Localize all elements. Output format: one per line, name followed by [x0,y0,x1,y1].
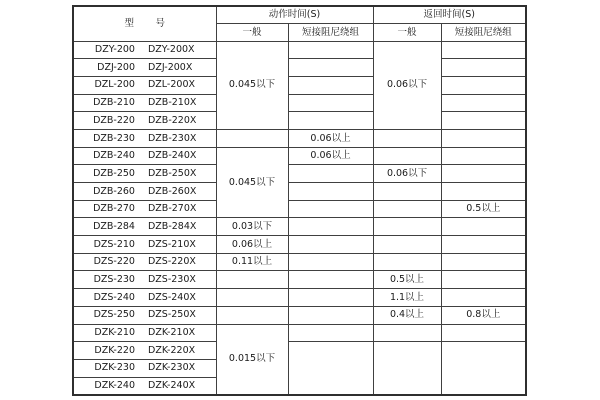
model-cell [73,183,216,201]
subcol-header-action-general: 一般 [216,24,288,42]
table-row [73,253,526,271]
value-cell [373,253,441,271]
value-cell [288,306,373,324]
model-name: DZJ-200X [148,61,193,73]
model-names [74,98,216,108]
model-cell [73,324,216,342]
value-cell [441,147,526,165]
table-row [73,59,526,77]
value-cell [441,218,526,236]
model-cell [73,271,216,289]
value-cell [216,271,288,289]
value-cell [373,218,441,236]
value-cell: 0.8以上 [441,306,526,324]
model-cell [73,94,216,112]
model-name: DZY-200X [147,44,195,56]
value-cell [288,236,373,254]
model-name: DZK-210X [148,327,196,339]
model-cell [73,306,216,324]
model-name: DZS-230X [147,274,196,286]
subcol-header-return-damping: 短接阻尼绕组 [441,24,526,42]
model-name: DZL-200X [147,79,196,91]
model-name: DZJ-200 [97,61,135,73]
model-name: DZK-220X [148,344,196,356]
value-cell [288,271,373,289]
value-cell [441,112,526,130]
value-cell [441,324,526,342]
model-name: DZB-240X [147,150,197,162]
table-row [73,324,526,342]
subcol-header-action-damping: 短接阻尼绕组 [288,24,373,42]
model-names [74,346,216,356]
table-row [73,289,526,307]
value-cell [441,183,526,201]
table-row [73,129,526,147]
model-name: DZK-230X [148,362,196,374]
model-names [74,63,216,73]
table-row [73,94,526,112]
model-names [74,240,216,250]
model-names [74,169,216,179]
value-cell: 0.015以下 [216,324,288,395]
value-cell: 0.045以下 [216,41,288,129]
relay-spec-table [72,5,527,396]
model-cell [73,359,216,377]
value-cell [216,289,288,307]
value-cell: 0.5以上 [373,271,441,289]
model-name: DZL-200 [94,79,135,91]
model-names [74,204,216,214]
model-cell [73,253,216,271]
model-cell [73,41,216,59]
value-cell [288,324,373,342]
value-cell [288,342,373,395]
model-name: DZS-250 [93,309,135,321]
value-cell [441,271,526,289]
model-name: DZS-230 [93,274,135,286]
table-row [73,306,526,324]
model-names [74,275,216,285]
model-names [74,328,216,338]
table-row [73,236,526,254]
model-name: DZB-250X [147,167,197,179]
value-cell [288,200,373,218]
table-row [73,218,526,236]
model-name: DZB-284 [93,220,135,232]
value-cell [373,147,441,165]
model-name: DZK-240X [148,379,196,391]
value-cell: 0.11以上 [216,253,288,271]
column-header-return-time: 返回时间(S) [373,6,526,24]
table-row [73,342,526,360]
model-names [74,310,216,320]
value-cell [288,76,373,94]
value-cell [441,289,526,307]
model-names [74,187,216,197]
model-names [74,80,216,90]
value-cell [441,236,526,254]
model-names [74,45,216,55]
model-names [74,381,216,391]
value-cell [288,218,373,236]
value-cell [373,183,441,201]
model-name: DZB-270 [93,203,135,215]
value-cell: 0.045以下 [216,147,288,218]
value-cell [441,59,526,77]
value-cell [373,236,441,254]
value-cell: 0.06以上 [216,236,288,254]
value-cell [288,59,373,77]
model-names [74,293,216,303]
table-header [73,6,526,41]
model-name: DZS-250X [147,309,196,321]
model-cell [73,129,216,147]
column-header-action-time: 动作时间(S) [216,6,373,24]
model-name: DZK-210 [94,327,135,339]
model-name: DZB-284X [147,220,197,232]
model-cell [73,147,216,165]
value-cell [288,94,373,112]
model-name: DZB-230 [93,132,135,144]
table-row [73,183,526,201]
model-name: DZS-240 [93,291,135,303]
value-cell [441,129,526,147]
value-cell [373,200,441,218]
model-name: DZS-210X [147,238,196,250]
table-row [73,165,526,183]
model-name: DZB-260X [147,185,197,197]
model-name: DZB-210X [147,97,197,109]
value-cell: 0.06以下 [373,165,441,183]
table-row [73,76,526,94]
model-cell [73,200,216,218]
value-cell [441,41,526,59]
model-name: DZK-240 [94,379,135,391]
value-cell: 1.1以上 [373,289,441,307]
value-cell [288,165,373,183]
model-name: DZB-250 [93,167,135,179]
model-name: DZS-220X [147,256,196,268]
spec-table-container [72,5,525,396]
model-name: DZY-200 [94,44,135,56]
model-cell [73,165,216,183]
model-names [74,116,216,126]
value-cell [373,129,441,147]
model-cell [73,289,216,307]
table-row [73,41,526,59]
value-cell: 0.5以上 [441,200,526,218]
table-body [73,41,526,395]
model-name: DZK-230 [94,362,135,374]
model-cell [73,76,216,94]
value-cell [373,342,441,395]
model-name: DZB-220X [147,114,197,126]
value-cell [216,306,288,324]
model-name: DZB-260 [93,185,135,197]
value-cell [441,342,526,395]
table-row [73,271,526,289]
value-cell [441,76,526,94]
subcol-header-return-general: 一般 [373,24,441,42]
model-names [74,151,216,161]
model-cell [73,59,216,77]
value-cell: 0.4以上 [373,306,441,324]
model-names [74,134,216,144]
value-cell [288,253,373,271]
value-cell: 0.03以下 [216,218,288,236]
value-cell [288,112,373,130]
model-name: DZB-270X [147,203,197,215]
model-name: DZB-240 [93,150,135,162]
model-cell [73,112,216,130]
model-cell [73,377,216,395]
model-name: DZS-240X [147,291,196,303]
value-cell [441,253,526,271]
model-name: DZB-220 [93,114,135,126]
model-cell [73,236,216,254]
model-name: DZB-210 [93,97,135,109]
model-name: DZS-220 [93,256,135,268]
value-cell [441,94,526,112]
model-cell [73,342,216,360]
model-names [74,222,216,232]
value-cell [288,41,373,59]
value-cell: 0.06以上 [288,129,373,147]
table-row [73,112,526,130]
column-header-model: 型 号 [73,6,216,41]
table-row [73,200,526,218]
model-name: DZS-210 [93,238,135,250]
model-names [74,363,216,373]
value-cell [288,289,373,307]
value-cell: 0.06以下 [373,41,441,129]
value-cell [288,183,373,201]
model-names [74,257,216,267]
value-cell [373,324,441,342]
model-name: DZB-230X [147,132,197,144]
value-cell [216,129,288,147]
model-name: DZK-220 [94,344,135,356]
header-row-groups [73,6,526,24]
value-cell: 0.06以上 [288,147,373,165]
table-row [73,147,526,165]
model-cell [73,218,216,236]
value-cell [441,165,526,183]
